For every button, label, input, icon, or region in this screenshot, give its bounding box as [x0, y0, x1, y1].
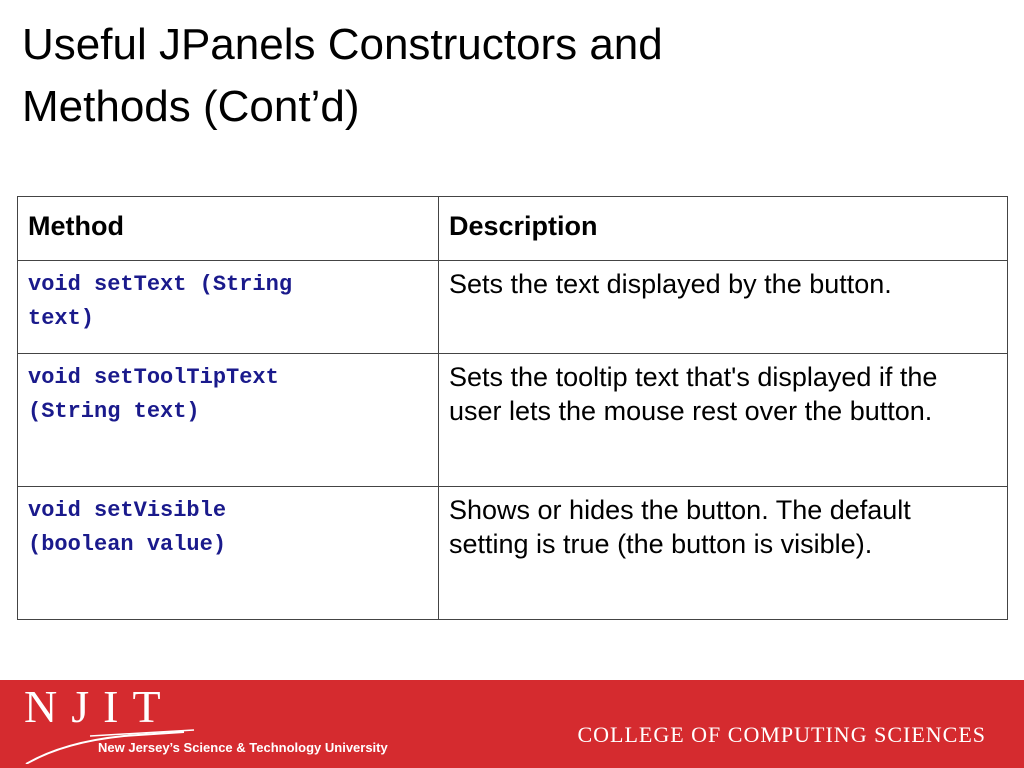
column-header-method: Method — [18, 197, 439, 261]
method-cell — [18, 354, 439, 487]
table-row — [18, 487, 1008, 620]
logo-tagline: New Jersey’s Science & Technology University — [98, 740, 388, 755]
method-signature-line: (String text) — [28, 399, 200, 424]
method-signature-line: void setText (String — [28, 272, 293, 297]
slide-title — [22, 14, 982, 138]
method-signature-line: void setVisible — [28, 498, 227, 523]
method-cell — [18, 487, 439, 620]
slide-title-line-2: Methods (Cont’d) — [22, 82, 360, 131]
description-cell: Sets the tooltip text that's displayed if the user lets the mouse rest over the button. — [439, 354, 1008, 487]
column-header-description: Description — [439, 197, 1008, 261]
college-name: COLLEGE OF COMPUTING SCIENCES — [577, 722, 986, 747]
description-cell: Sets the text displayed by the button. — [439, 261, 1008, 354]
method-signature-line: void setToolTipText — [28, 365, 279, 390]
methods-table — [17, 196, 1008, 620]
table-row — [18, 261, 1008, 354]
table-row — [18, 354, 1008, 487]
footer-banner — [0, 680, 1024, 768]
method-cell — [18, 261, 439, 354]
method-signature-line: (boolean value) — [28, 532, 227, 557]
table-header-row — [18, 197, 1008, 261]
njit-logo — [24, 681, 388, 764]
logo-wordmark: NJIT — [24, 681, 175, 732]
method-signature-line: text) — [28, 306, 95, 331]
slide-title-line-1: Useful JPanels Constructors and — [22, 20, 663, 69]
description-cell: Shows or hides the button. The default setting is true (the button is visible). — [439, 487, 1008, 620]
